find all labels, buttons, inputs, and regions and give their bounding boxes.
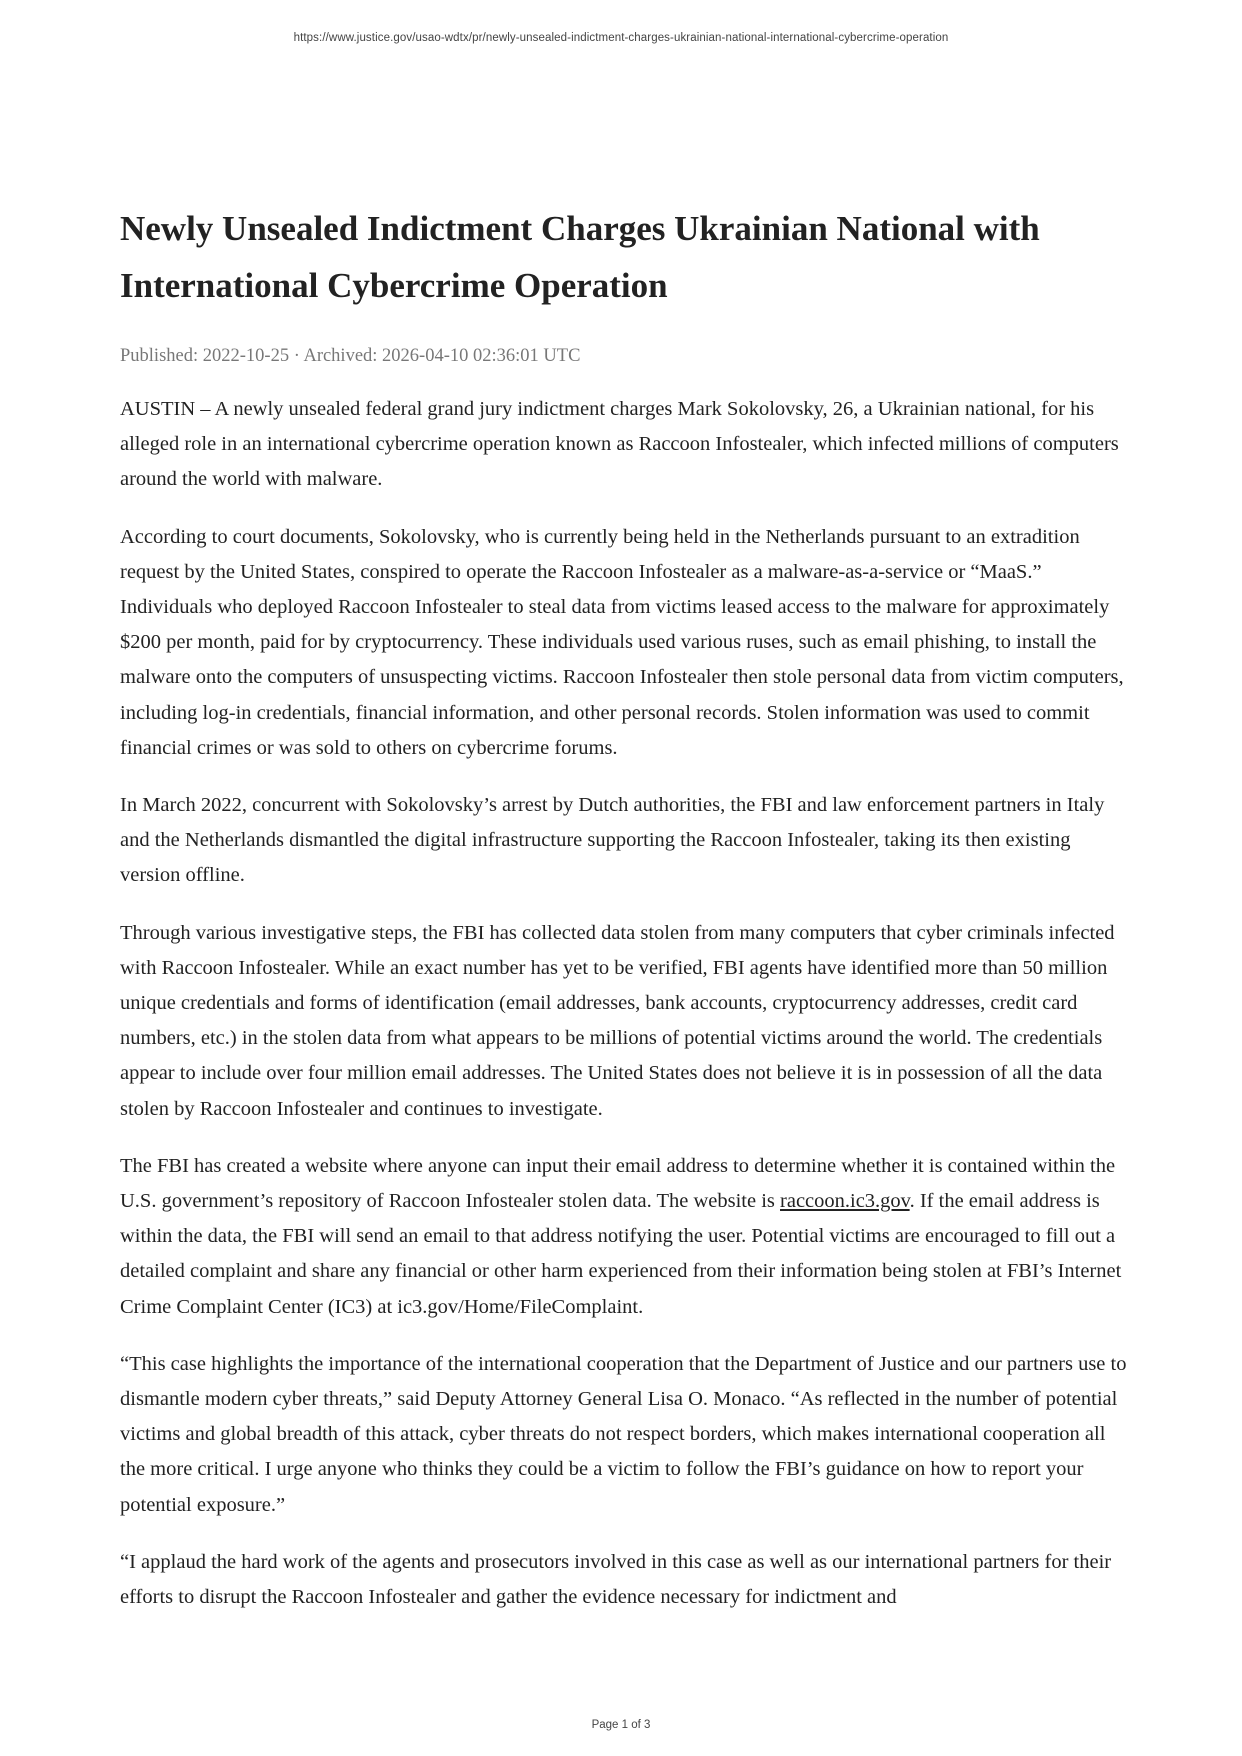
paragraph-4: Through various investigative steps, the FBI has collected data stolen from many computers that cyber criminals infected with Raccoon Infostealer. While an exact number has yet to be verified, FBI agents have identified more than 50 million unique credentials and forms of identification (email addresses, bank accounts, cryptocurrency addresses, credit card numbers, etc.) in the stolen data from what appears to be millions of potential victims around the world. The credentials appear to include over four million email addresses. The United States does not believe it is in possession of all the data stolen by Raccoon Infostealer and continues to investigate. [120, 921, 1115, 1120]
article-title: Newly Unsealed Indictment Charges Ukrainian National with International Cybercrime Operation [120, 209, 1040, 305]
paragraph-3: In March 2022, concurrent with Sokolovsky’s arrest by Dutch authorities, the FBI and law enforcement partners in Italy and the Netherlands dismantled the digital infrastructure supporting the Raccoon Infostealer, taking its then existing version offline. [120, 794, 1105, 887]
article-meta: Published: 2022-10-25 · Archived: 2026-04-10 02:36:01 UTC [120, 346, 581, 366]
paragraph-2: According to court documents, Sokolovsky, who is currently being held in the Netherlands pursuant to an extradition request by the United States, conspired to operate the Raccoon Infostealer as a malware-as-a-service or “MaaS.” Individuals who deployed Raccoon Infostealer to steal data from victims leased access to the malware for approximately $200 per month, paid for by cryptocurrency. These individuals used various ruses, such as email phishing, to install the malware onto the computers of unsuspecting victims. Raccoon Infostealer then stole personal data from victim computers, including log-in credentials, financial information, and other personal records. Stolen information was used to commit financial crimes or was sold to others on cybercrime forums. [120, 525, 1124, 759]
raccoon-ic3-link[interactable]: raccoon.ic3.gov [780, 1190, 910, 1213]
article-body [120, 392, 1132, 1615]
paragraph-6: “This case highlights the importance of the international cooperation that the Department of Justice and our partners use to dismantle modern cyber threats,” said Deputy Attorney General Lisa O. Monaco. “As reflected in the number of potential victims and global breadth of this attack, cyber threats do not respect borders, which makes international cooperation all the more critical. I urge anyone who thinks they could be a victim to follow the FBI’s guidance on how to report your potential exposure.” [120, 1352, 1127, 1516]
page-url-header: https://www.justice.gov/usao-wdtx/pr/newly-unsealed-indictment-charges-ukrainian-national-international-cybercrime-operation [293, 32, 949, 44]
paragraph-1: AUSTIN – A newly unsealed federal grand jury indictment charges Mark Sokolovsky, 26, a Ukrainian national, for his alleged role in an international cybercrime operation known as Raccoon Infostealer, which infected millions of computers around the world with malware. [120, 398, 1119, 491]
paragraph-5-text-start: The FBI has created a website where anyone can input their email address to determine whether it is contained within the U.S. government’s repository of Raccoon Infostealer stolen data. The website is [120, 1154, 1116, 1213]
page-number: Page 1 of 3 [591, 1719, 651, 1731]
paragraph-5-text-end: . If the email address is within the data, the FBI will send an email to that address notifying the user. Potential victims are encouraged to fill out a detailed complaint and share any financial or other harm experienced from their information being stolen at FBI’s Internet Crime Complaint Center (IC3) at ic3.gov/Home/FileComplaint. [120, 1190, 1122, 1318]
article [120, 210, 1132, 1637]
paragraph-7: “I applaud the hard work of the agents and prosecutors involved in this case as well as our international partners for their efforts to disrupt the Raccoon Infostealer and gather the evidence necessary for indictment and [120, 1550, 1112, 1609]
paragraph-5 [120, 1149, 1132, 1325]
